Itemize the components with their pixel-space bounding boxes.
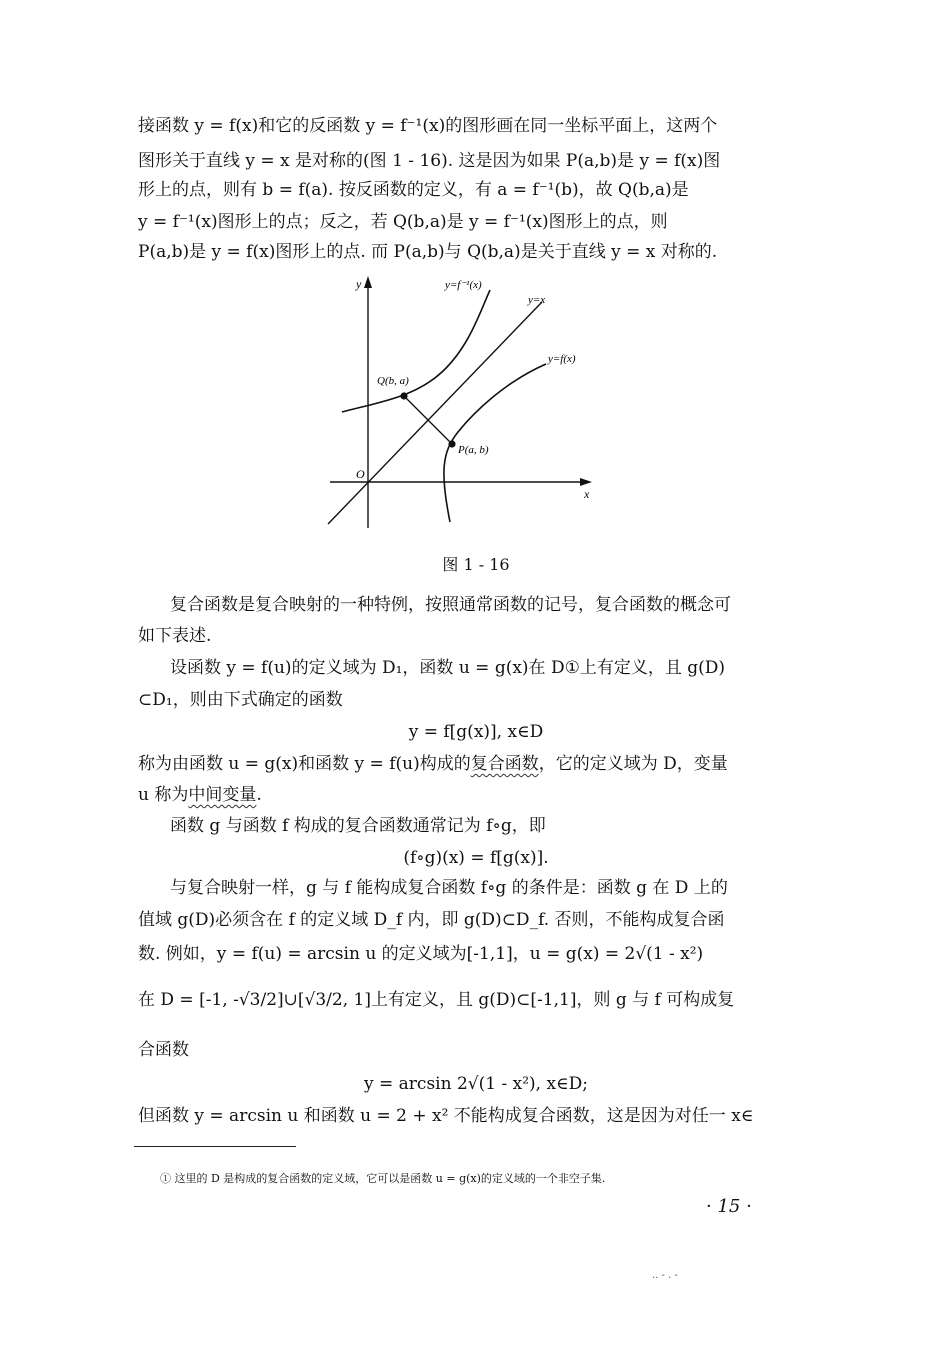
page-number: · 15 · — [706, 1196, 752, 1217]
text-line: 图形关于直线 y = x 是对称的(图 1 - 16). 这是因为如果 P(a,b)是 y = f(x)图 — [138, 151, 721, 171]
term-intermediate-variable: 中间变量 — [188, 785, 257, 805]
text-line: 函数 g 与函数 f 构成的复合函数通常记为 f∘g，即 — [170, 816, 546, 836]
point-q — [400, 392, 407, 399]
text-line: 设函数 y = f(u)的定义域为 D₁，函数 u = g(x)在 D①上有定义，且 g(D) — [170, 658, 726, 678]
scan-mark: .. - . - — [652, 1270, 678, 1281]
text-line: 但函数 y = arcsin u 和函数 u = 2 + x² 不能构成复合函数，这是因为对任一 x∈ — [138, 1106, 754, 1126]
footnote: ① 这里的 D 是构成的复合函数的定义域，它可以是函数 u = g(x)的定义域的一个非空子集. — [160, 1172, 606, 1185]
text-line — [138, 756, 798, 773]
text-segment: ，它的定义域为 D，变量 — [538, 754, 728, 774]
label-y-axis: y — [356, 277, 362, 291]
text-line: 如下表述. — [138, 626, 212, 646]
label-f: y=f(x) — [548, 353, 576, 365]
text-line: 值域 g(D)必须含在 f 的定义域 D_f 内，即 g(D)⊂D_f. 否则，不能构成复合函 — [138, 910, 725, 930]
text-line: 复合函数是复合映射的一种特例，按照通常函数的记号，复合函数的概念可 — [170, 595, 731, 615]
text-line: 数. 例如，y = f(u) = arcsin u 的定义域为[-1,1]，u = g(x) = 2√(1 - x²) — [138, 944, 704, 964]
x-axis-arrow — [580, 478, 592, 486]
text-line: 形上的点，则有 b = f(a). 按反函数的定义，有 a = f⁻¹(b)，故 Q(b,a)是 — [138, 180, 689, 200]
text-line: 合函数 — [138, 1040, 189, 1060]
formula: y = arcsin 2√(1 - x²), x∈D; — [364, 1074, 588, 1094]
curve-inverse-function — [342, 290, 490, 412]
label-y-equals-x: y=x — [528, 294, 546, 306]
term-composite-function: 复合函数 — [470, 754, 539, 774]
text-line: P(a,b)是 y = f(x)图形上的点. 而 P(a,b)与 Q(b,a)是关于直线 y = x 对称的. — [138, 242, 718, 262]
formula: y = f[g(x)], x∈D — [408, 722, 544, 742]
text-line: 与复合映射一样，g 与 f 能构成复合函数 f∘g 的条件是：函数 g 在 D 上的 — [170, 878, 728, 898]
label-q: Q(b, a) — [377, 375, 409, 387]
text-line: ⊂D₁，则由下式确定的函数 — [138, 690, 343, 710]
footnote-rule — [134, 1146, 296, 1147]
y-axis-arrow — [364, 276, 372, 288]
text-line: 接函数 y = f(x)和它的反函数 y = f⁻¹(x)的图形画在同一坐标平面上，这两个 — [138, 116, 718, 136]
label-p: P(a, b) — [458, 444, 489, 456]
text-line: y = f⁻¹(x)图形上的点；反之，若 Q(b,a)是 y = f⁻¹(x)图形上的点，则 — [138, 212, 668, 232]
text-segment: . — [256, 785, 262, 805]
figure-1-16 — [320, 272, 600, 532]
formula: (f∘g)(x) = f[g(x)]. — [403, 848, 549, 868]
line-y-equals-x — [328, 302, 542, 524]
text-line: 在 D = [-1, -√3/2]∪[√3/2, 1]上有定义，且 g(D)⊂[-1,1]，则 g 与 f 可构成复 — [138, 990, 735, 1010]
figure-caption: 图 1 - 16 — [442, 555, 510, 574]
text-segment: 称为由函数 u = g(x)和函数 y = f(u)构成的 — [138, 754, 471, 774]
point-p — [448, 440, 455, 447]
text-segment: u 称为 — [138, 785, 189, 805]
text-line — [138, 787, 798, 804]
label-origin: O — [356, 467, 365, 481]
label-x-axis: x — [584, 487, 590, 501]
label-inverse: y=f⁻¹(x) — [445, 279, 482, 291]
